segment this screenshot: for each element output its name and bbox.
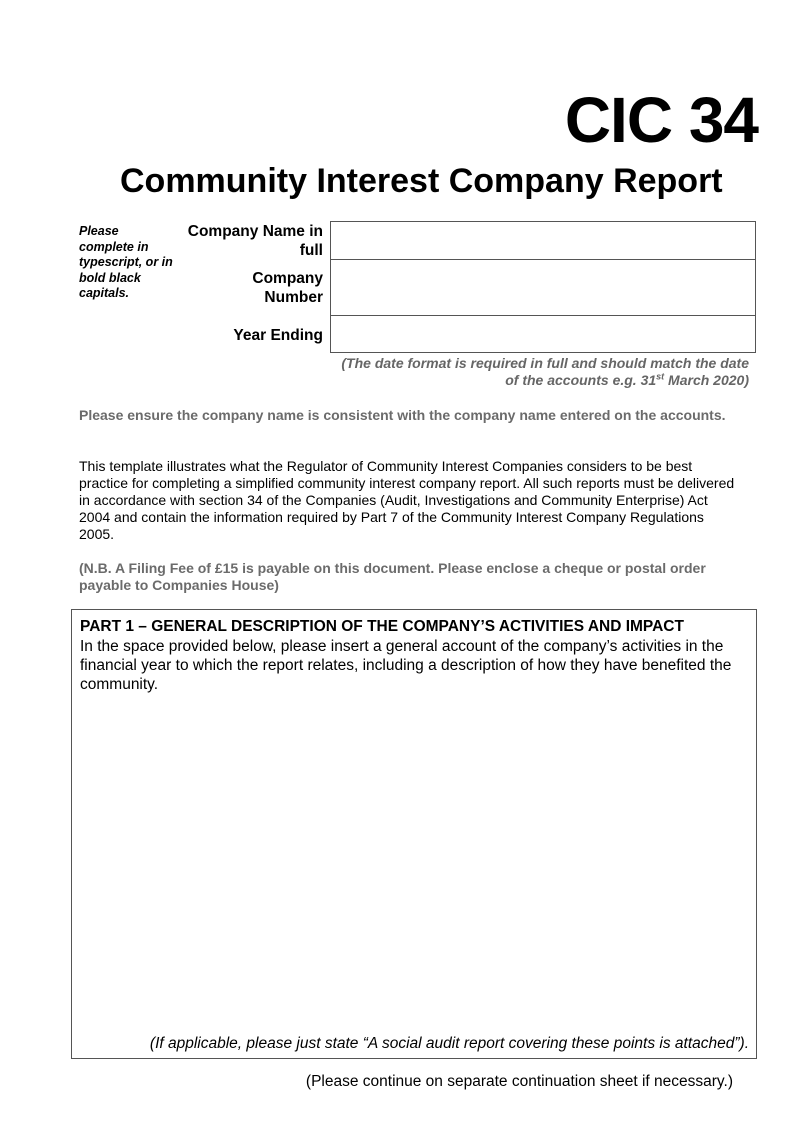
template-explanation: This template illustrates what the Regulator of Community Interest Companies considers to be best practice for completing a simplified community interest company report. All such reports must be delivered in accordance with section 34 of the Companies (Audit, Investigations and Community Enterprise) Act 2004 and contain the information required by Part 7 of the Community Interest Company Regulations 2005. xyxy=(79,458,735,542)
date-format-note-ordinal: st xyxy=(656,371,665,382)
company-name-input[interactable] xyxy=(331,222,755,259)
part1-description: In the space provided below, please insert a general account of the company’s activities in the financial year to which the report relates, including a description of how they have benefited the community. xyxy=(80,638,732,693)
date-format-note xyxy=(329,355,749,389)
continuation-note: (Please continue on separate continuation sheet if necessary.) xyxy=(305,1073,733,1090)
part1-footnote: (If applicable, please just state “A social audit report covering these points is attached”). xyxy=(149,1035,749,1052)
filing-fee-note: (N.B. A Filing Fee of £15 is payable on this document. Please enclose a cheque or postal order payable to Companies House) xyxy=(79,560,706,593)
form-title: Community Interest Company Report xyxy=(120,162,723,200)
company-number-field[interactable] xyxy=(330,259,756,316)
year-ending-field[interactable] xyxy=(330,315,756,353)
form-code: CIC 34 xyxy=(564,84,758,156)
company-number-input[interactable] xyxy=(331,260,755,315)
year-ending-input[interactable] xyxy=(331,316,755,352)
name-consistency-note: Please ensure the company name is consistent with the company name entered on the accounts. xyxy=(79,407,726,423)
company-name-label: Company Name in full xyxy=(187,223,323,259)
completion-instruction: Please complete in typescript, or in bold black capitals. xyxy=(79,224,173,300)
part1-heading: PART 1 – GENERAL DESCRIPTION OF THE COMPANY’S ACTIVITIES AND IMPACT xyxy=(80,618,684,635)
company-number-label: Company Number xyxy=(252,270,323,306)
part1-answer-area[interactable] xyxy=(80,698,752,1022)
part1-section xyxy=(71,609,757,1059)
company-name-field[interactable] xyxy=(330,221,756,260)
year-ending-label: Year Ending xyxy=(233,327,323,344)
date-format-note-end: March 2020) xyxy=(664,372,749,388)
date-format-note-text: (The date format is required in full and should match the date of the accounts e.g. 31 xyxy=(341,355,749,388)
